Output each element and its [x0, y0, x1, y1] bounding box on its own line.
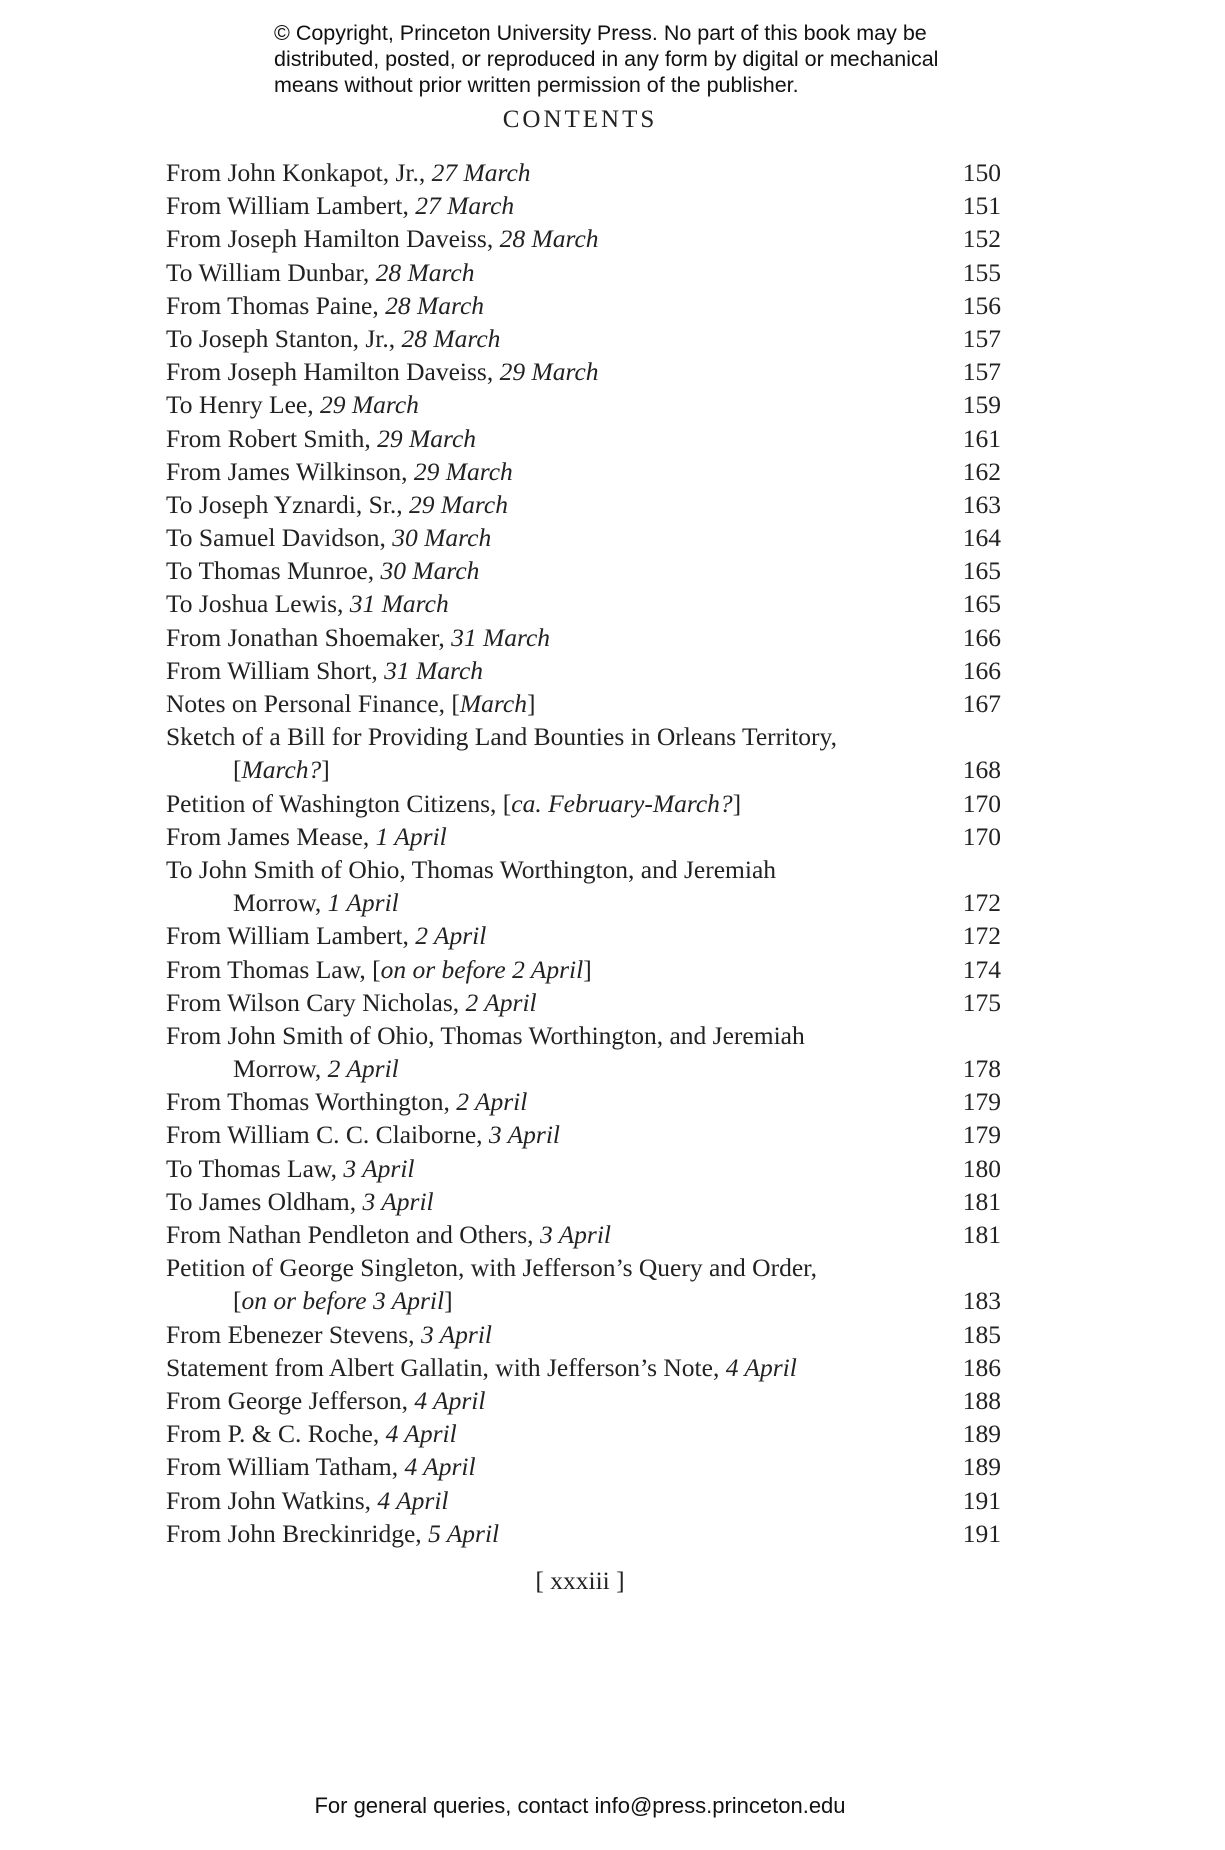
toc-entry-text: [	[233, 755, 242, 785]
toc-page-number: 186	[962, 1352, 1001, 1382]
toc-entry-date: 28 March	[385, 290, 485, 320]
toc-entry-text: To James Oldham,	[166, 1186, 363, 1216]
toc-page-number: 166	[962, 622, 1001, 652]
toc-entry-title	[166, 689, 535, 718]
toc-entry	[166, 1152, 1001, 1185]
toc-page-number: 170	[962, 821, 1001, 851]
toc-page-number: 189	[962, 1452, 1001, 1482]
toc-entry-title	[166, 1353, 797, 1382]
toc-entry	[166, 787, 1001, 820]
toc-entry	[166, 222, 1001, 255]
toc-entry	[166, 886, 1001, 919]
toc-entry-text: From Joseph Hamilton Daveiss,	[166, 224, 500, 254]
toc-page-number: 179	[962, 1087, 1001, 1117]
toc-entry-date: 4 April	[385, 1419, 457, 1449]
toc-entry-date: 2 April	[456, 1087, 528, 1117]
toc-page-number: 156	[962, 290, 1001, 320]
toc-entry-date: 27 March	[431, 158, 531, 187]
toc-entry-date: on or before 2 April	[380, 954, 584, 984]
toc-entry	[166, 355, 1001, 388]
toc-page-number: 165	[962, 589, 1001, 619]
toc-entry-text: From John Breckinridge,	[166, 1518, 429, 1548]
toc-entry-title	[166, 855, 776, 884]
toc-entry-bracket: ]	[732, 788, 742, 818]
toc-page-number: 179	[962, 1120, 1001, 1150]
toc-entry	[166, 687, 1001, 720]
toc-page-number: 170	[962, 788, 1001, 818]
toc-entry-date: 29 March	[377, 423, 477, 453]
toc-entry	[166, 1185, 1001, 1218]
toc-page-number: 152	[962, 224, 1001, 254]
toc-entry	[166, 322, 1001, 355]
toc-entry	[166, 1251, 1001, 1284]
toc-entry-date: March	[459, 689, 527, 718]
copyright-line: means without prior written permission of the publisher.	[274, 73, 799, 97]
toc-page-number: 159	[962, 390, 1001, 420]
toc-page-number: 180	[962, 1153, 1001, 1183]
toc-entry-text: To Thomas Munroe,	[166, 556, 381, 586]
toc-entry-title	[166, 1320, 492, 1349]
toc-entry-date: 28 March	[499, 224, 599, 254]
toc-entry-date: 29 March	[499, 357, 599, 387]
toc-entry-title	[166, 722, 837, 751]
toc-entry-title	[166, 1120, 560, 1149]
toc-entry	[166, 1284, 1001, 1317]
toc-page-number: 157	[962, 357, 1001, 387]
toc-page-number: 168	[962, 755, 1001, 785]
toc-entry-date: 31 March	[451, 622, 551, 652]
toc-page-number: 185	[962, 1319, 1001, 1349]
toc-entry-date: 3 April	[420, 1319, 493, 1349]
toc-page-number: 191	[962, 1518, 1001, 1548]
toc-entry-title	[166, 589, 449, 618]
copyright-notice	[274, 20, 974, 98]
toc-entry-title	[166, 1187, 434, 1216]
toc-entry-title	[233, 888, 399, 917]
toc-entry	[166, 1052, 1001, 1085]
toc-entry-bracket: ]	[583, 954, 592, 984]
toc-entry-date: 31 March	[384, 655, 484, 685]
toc-entry-title	[166, 955, 592, 984]
toc-page-number: 191	[962, 1485, 1001, 1515]
toc-entry-title	[166, 1220, 611, 1249]
toc-page-number: 175	[962, 987, 1001, 1017]
toc-page-number: 162	[962, 456, 1001, 486]
toc-entry-date: 3 April	[362, 1186, 434, 1216]
toc-entry	[166, 1218, 1001, 1251]
toc-page-number: 189	[962, 1419, 1001, 1449]
toc-entry	[166, 1318, 1001, 1351]
toc-entry-date: 1 April	[375, 821, 447, 851]
toc-entry-text: Notes on Personal Finance, [	[166, 689, 460, 718]
toc-page-number: 181	[962, 1220, 1001, 1249]
toc-entry-title	[166, 324, 500, 353]
toc-entry-bracket: ]	[444, 1286, 453, 1316]
toc-entry-date: 31 March	[349, 589, 449, 619]
toc-entry-text: Morrow,	[233, 888, 328, 918]
toc-entry-date: 1 April	[327, 888, 399, 918]
toc-entry-title	[166, 224, 599, 253]
toc-entry-date: 28 March	[375, 257, 475, 287]
toc-page-number: 164	[962, 523, 1001, 553]
toc-entry-title	[166, 523, 491, 552]
toc-entry	[166, 1417, 1001, 1450]
toc-entry-title	[233, 755, 330, 784]
toc-entry-text: From James Wilkinson,	[166, 456, 414, 486]
toc-entry-title	[166, 291, 484, 320]
toc-entry-title	[166, 656, 483, 685]
toc-entry-text: To Henry Lee,	[166, 390, 320, 420]
toc-entry-date: 3 April	[539, 1220, 612, 1249]
toc-entry-text: From Nathan Pendleton and Others,	[166, 1220, 540, 1249]
toc-entry-text: Petition of Washington Citizens, [	[166, 788, 512, 818]
toc-page-number: 172	[962, 921, 1001, 951]
toc-entry-date: March?	[241, 755, 322, 785]
toc-entry	[166, 521, 1001, 554]
toc-entry-date: 28 March	[401, 323, 501, 353]
toc-entry-text: From John Smith of Ohio, Thomas Worthington, and Jeremiah	[166, 1020, 805, 1050]
toc-entry-text: From Wilson Cary Nicholas,	[166, 987, 466, 1017]
toc-entry	[166, 256, 1001, 289]
toc-entry-title	[166, 822, 447, 851]
toc-entry	[166, 720, 1001, 753]
toc-entry-text: Morrow,	[233, 1054, 328, 1084]
toc-page-number: 165	[962, 556, 1001, 586]
toc-entry-title	[166, 357, 599, 386]
toc-entry-date: 2 April	[327, 1054, 399, 1084]
toc-entry-text: From Thomas Paine,	[166, 290, 386, 320]
footer-contact: For general queries, contact info@press.princeton.edu	[314, 1793, 846, 1818]
toc-page-number: 151	[962, 191, 1001, 221]
toc-entry	[166, 455, 1001, 488]
toc-entry-title	[166, 1253, 817, 1282]
toc-entry	[166, 853, 1001, 886]
toc-entry-title	[233, 1054, 399, 1083]
toc-entry-date: 4 April	[414, 1385, 486, 1415]
toc-entry-text: To William Dunbar,	[166, 257, 376, 287]
toc-entry-title	[166, 1386, 485, 1415]
toc-entry-text: Statement from Albert Gallatin, with Jefferson’s Note,	[166, 1352, 726, 1382]
toc-entry	[166, 919, 1001, 952]
toc-entry-text: To Thomas Law,	[166, 1153, 344, 1183]
toc-entry-date: 27 March	[415, 191, 515, 221]
toc-entry-text: To John Smith of Ohio, Thomas Worthington, and Jeremiah	[166, 854, 777, 884]
toc-entry-title	[166, 1519, 499, 1548]
toc-entry	[166, 1019, 1001, 1052]
toc-entry-title	[166, 1419, 457, 1448]
toc-entry-title	[166, 789, 741, 818]
toc-entry-title	[166, 623, 550, 652]
toc-page-number: 172	[962, 888, 1001, 918]
toc-page-number: 166	[962, 655, 1001, 685]
toc-entry-text: From John Konkapot, Jr.,	[166, 158, 432, 187]
toc-entry-date: 2 April	[415, 921, 487, 951]
toc-entry-text: From William Lambert,	[166, 921, 416, 951]
toc-entry-date: ca. February-March?	[511, 788, 733, 818]
toc-entry-date: 4 April	[377, 1485, 449, 1515]
toc-entry-title	[166, 988, 537, 1017]
toc-page-number: 174	[962, 954, 1001, 984]
toc-entry-title	[166, 1452, 476, 1481]
toc-entry-date: 4 April	[725, 1352, 797, 1382]
toc-entry-text: From William Lambert,	[166, 191, 416, 221]
toc-page-number: 188	[962, 1385, 1001, 1415]
toc-entry-date: 2 April	[465, 987, 537, 1017]
toc-entry	[166, 388, 1001, 421]
toc-page-number: 183	[962, 1286, 1001, 1316]
toc-entry-text: From William C. C. Claiborne,	[166, 1120, 489, 1150]
toc-page-number: 163	[962, 489, 1001, 519]
toc-entry-title	[166, 158, 531, 187]
toc-entry-text: [	[233, 1286, 242, 1316]
toc-entry	[166, 587, 1001, 620]
table-of-contents	[166, 156, 1001, 1550]
toc-entry-title	[166, 490, 508, 519]
toc-entry-title	[166, 390, 419, 419]
toc-entry-date: 3 April	[343, 1153, 415, 1183]
toc-page-number: 167	[962, 689, 1001, 718]
toc-entry-text: To Joshua Lewis,	[166, 589, 350, 619]
toc-entry	[166, 1384, 1001, 1417]
toc-entry	[166, 1450, 1001, 1483]
toc-entry-date: 29 March	[319, 390, 419, 420]
toc-entry-text: To Samuel Davidson,	[166, 523, 393, 553]
toc-entry-date: 3 April	[488, 1120, 561, 1150]
toc-entry-date: 30 March	[392, 523, 492, 553]
toc-entry-title	[166, 424, 476, 453]
toc-page-number: 155	[962, 257, 1001, 287]
page-title: CONTENTS	[502, 106, 658, 133]
toc-entry-text: From William Tatham,	[166, 1452, 405, 1482]
toc-entry	[166, 1517, 1001, 1550]
toc-entry-text: From William Short,	[166, 655, 385, 685]
toc-entry-text: From George Jefferson,	[166, 1385, 415, 1415]
toc-entry-text: From John Watkins,	[166, 1485, 378, 1515]
toc-entry-title	[166, 457, 513, 486]
toc-entry-text: From Ebenezer Stevens,	[166, 1319, 421, 1349]
toc-entry-title	[166, 1021, 805, 1050]
toc-entry	[166, 753, 1001, 786]
toc-entry-title	[166, 1486, 449, 1515]
toc-entry-text: Sketch of a Bill for Providing Land Bounties in Orleans Territory,	[166, 722, 838, 752]
toc-entry-text: From P. & C. Roche,	[166, 1419, 386, 1449]
toc-entry-date: 29 March	[413, 456, 513, 486]
toc-entry	[166, 422, 1001, 455]
toc-entry	[166, 621, 1001, 654]
toc-entry-title	[166, 1154, 415, 1183]
toc-entry-title	[166, 258, 475, 287]
toc-entry-title	[233, 1286, 453, 1315]
toc-entry-date: on or before 3 April	[241, 1286, 445, 1316]
toc-entry-text: To Joseph Stanton, Jr.,	[166, 323, 402, 353]
toc-entry	[166, 1085, 1001, 1118]
toc-entry	[166, 654, 1001, 687]
toc-entry	[166, 986, 1001, 1019]
toc-entry-title	[166, 1087, 527, 1116]
toc-entry-date: 4 April	[404, 1452, 476, 1482]
toc-entry	[166, 488, 1001, 521]
toc-entry	[166, 1351, 1001, 1384]
copyright-line: distributed, posted, or reproduced in any form by digital or mechanical	[274, 47, 939, 71]
toc-entry-text: From Thomas Law, [	[166, 954, 381, 984]
toc-entry	[166, 953, 1001, 986]
page-folio: [ xxxiii ]	[535, 1566, 625, 1595]
toc-entry-text: From Thomas Worthington,	[166, 1087, 457, 1117]
toc-entry	[166, 820, 1001, 853]
toc-page-number: 161	[962, 423, 1001, 453]
toc-entry	[166, 1118, 1001, 1151]
toc-entry-bracket: ]	[321, 755, 330, 785]
toc-page-number: 181	[962, 1186, 1001, 1216]
toc-entry-date: 30 March	[380, 556, 480, 586]
toc-entry-title	[166, 191, 514, 220]
toc-entry	[166, 554, 1001, 587]
toc-entry-text: From Joseph Hamilton Daveiss,	[166, 357, 500, 387]
toc-entry-text: Petition of George Singleton, with Jefferson’s Query and Order,	[166, 1253, 817, 1283]
toc-entry-bracket: ]	[526, 689, 536, 718]
toc-page-number: 178	[962, 1054, 1001, 1084]
toc-entry-text: From James Mease,	[166, 821, 376, 851]
toc-page-number: 150	[962, 158, 1001, 187]
toc-entry-date: 29 March	[409, 489, 508, 519]
toc-entry-title	[166, 556, 479, 585]
toc-entry	[166, 1484, 1001, 1517]
toc-entry-date: 5 April	[428, 1518, 500, 1548]
toc-entry-text: From Jonathan Shoemaker,	[166, 622, 452, 652]
toc-entry	[166, 189, 1001, 222]
toc-entry-title	[166, 921, 486, 950]
copyright-line: © Copyright, Princeton University Press. No part of this book may be	[274, 21, 927, 45]
toc-entry-text: From Robert Smith,	[166, 423, 378, 453]
toc-page-number: 157	[962, 323, 1001, 353]
toc-entry-text: To Joseph Yznardi, Sr.,	[166, 489, 410, 519]
toc-entry	[166, 156, 1001, 189]
toc-entry	[166, 289, 1001, 322]
